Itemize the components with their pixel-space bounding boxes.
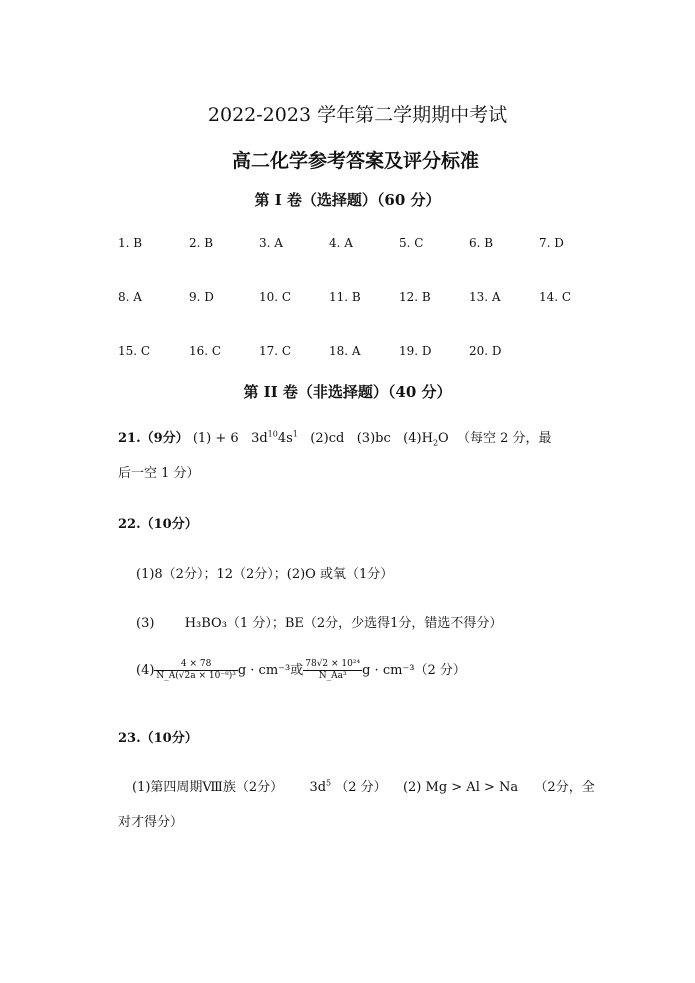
answer-number: 1. xyxy=(118,236,130,250)
answer-item xyxy=(469,290,501,304)
answer-choice: A xyxy=(344,236,353,250)
answer-item xyxy=(118,290,142,304)
q22-or: 或 xyxy=(290,663,304,678)
answer-number: 18. xyxy=(329,344,349,358)
q21-config: $3d^{10}4s^1$ xyxy=(251,429,298,446)
q22-line3-score: （2 分） xyxy=(414,663,466,678)
answer-item xyxy=(259,236,283,250)
answer-choice: B xyxy=(484,236,494,250)
answer-number: 19. xyxy=(399,344,419,358)
q23-part2: (2) Mg > Al > Na xyxy=(402,780,519,795)
answer-number: 5. xyxy=(399,236,411,250)
answer-number: 12. xyxy=(399,290,419,304)
part1-heading: 第 I 卷（选择题）（60 分） xyxy=(254,191,441,209)
answer-item xyxy=(189,236,213,250)
answer-item xyxy=(118,344,150,358)
answer-number: 16. xyxy=(189,344,209,358)
answer-item xyxy=(469,344,502,358)
answer-number: 3. xyxy=(259,236,271,250)
answer-item xyxy=(189,290,214,304)
answer-number: 8. xyxy=(118,290,130,304)
q21-part2: (2)cd xyxy=(310,431,345,446)
q22-line2-text: H₃BO₃（1 分）；BE（2分，少选得1分，错选不得分） xyxy=(184,616,503,631)
answer-choice: D xyxy=(204,290,214,304)
frac2-numerator: 78√2 × 10²⁴ xyxy=(305,659,361,669)
answer-number: 20. xyxy=(469,344,489,358)
q23-config-score: （2 分） xyxy=(335,780,387,795)
q22-fraction-2 xyxy=(303,659,362,682)
q22-line2-num: (3) xyxy=(136,616,155,631)
q21-note-cont: 后一空 1 分） xyxy=(118,466,200,481)
answer-choice: C xyxy=(281,290,292,304)
q21-label: 21. xyxy=(118,431,141,446)
answer-item xyxy=(189,344,221,358)
answer-choice: C xyxy=(281,344,292,358)
answer-choice: D xyxy=(554,236,564,250)
q21-line1 xyxy=(118,427,552,448)
answer-choice: C xyxy=(140,344,151,358)
answer-item xyxy=(329,236,353,250)
q22-points: （10分） xyxy=(140,517,198,532)
q23-config: $3d^5$ xyxy=(309,778,332,795)
answer-item xyxy=(329,344,361,358)
answer-item xyxy=(539,236,564,250)
q23-line2: 对才得分） xyxy=(118,815,184,830)
q22-label: 22. xyxy=(118,517,141,532)
answer-choice: A xyxy=(491,290,501,304)
answer-number: 4. xyxy=(329,236,341,250)
q21-note: （每空 2 分，最 xyxy=(456,431,552,446)
answer-number: 14. xyxy=(539,290,559,304)
answer-choice: C xyxy=(561,290,572,304)
q22-unit-1: g · cm⁻³ xyxy=(237,663,291,678)
answer-choice: B xyxy=(351,290,361,304)
exam-title: 2022-2023 学年第二学期期中考试 xyxy=(207,104,508,126)
answer-choice: B xyxy=(133,236,143,250)
answer-choice: D xyxy=(491,344,502,358)
q23-heading xyxy=(118,727,198,746)
q21-part3: (3)bc xyxy=(356,431,391,446)
answer-number: 6. xyxy=(469,236,481,250)
frac1-numerator: 4 × 78 xyxy=(180,659,212,669)
answer-number: 15. xyxy=(118,344,138,358)
q22-line3-prefix: (4) xyxy=(136,663,155,678)
answer-number: 13. xyxy=(469,290,489,304)
q21-points: （9分） xyxy=(140,431,189,446)
q23-part1: (1)第四周期Ⅷ族（2分） xyxy=(132,780,284,795)
answer-choice: B xyxy=(421,290,431,304)
answer-item xyxy=(118,236,142,250)
q23-label: 23. xyxy=(118,731,141,746)
answer-item xyxy=(399,344,432,358)
answer-choice: C xyxy=(414,236,424,250)
answer-number: 17. xyxy=(259,344,279,358)
answer-choice: C xyxy=(211,344,222,358)
frac1-denominator: N_A(√2a × 10⁻⁸)³ xyxy=(156,671,236,681)
q23-line1 xyxy=(132,776,595,795)
answer-number: 7. xyxy=(539,236,551,250)
exam-subtitle: 高二化学参考答案及评分标准 xyxy=(231,150,479,172)
answer-choice: A xyxy=(133,290,142,304)
answer-number: 2. xyxy=(189,236,201,250)
frac2-denominator: N_Aa³ xyxy=(303,670,362,682)
answer-item xyxy=(259,290,291,304)
q23-points: （10分） xyxy=(140,731,198,746)
q22-unit-2: g · cm⁻³ xyxy=(362,663,415,678)
answer-choice: B xyxy=(204,236,214,250)
q22-line3 xyxy=(136,659,466,682)
q21-part4: $(4)H_2O$ xyxy=(403,431,449,448)
answer-item xyxy=(539,290,571,304)
answer-choice: D xyxy=(421,344,432,358)
answer-item xyxy=(399,236,423,250)
answer-choice: A xyxy=(274,236,283,250)
answer-item xyxy=(259,344,291,358)
q22-line1: (1)8（2分）；12（2分）；(2)O 或氧（1分） xyxy=(136,567,394,582)
answer-item xyxy=(329,290,361,304)
answer-item xyxy=(399,290,431,304)
answer-number: 11. xyxy=(329,290,349,304)
answer-choice: A xyxy=(351,344,361,358)
q23-part2-score: （2分，全 xyxy=(534,780,595,795)
answer-number: 9. xyxy=(189,290,201,304)
answer-number: 10. xyxy=(259,290,279,304)
q22-heading xyxy=(118,513,198,532)
answer-item xyxy=(469,236,493,250)
part2-heading: 第 II 卷（非选择题）（40 分） xyxy=(243,383,452,401)
q21-part1: (1) + 6 xyxy=(192,431,239,446)
q22-line2 xyxy=(136,612,502,631)
q22-fraction-1 xyxy=(154,659,237,682)
